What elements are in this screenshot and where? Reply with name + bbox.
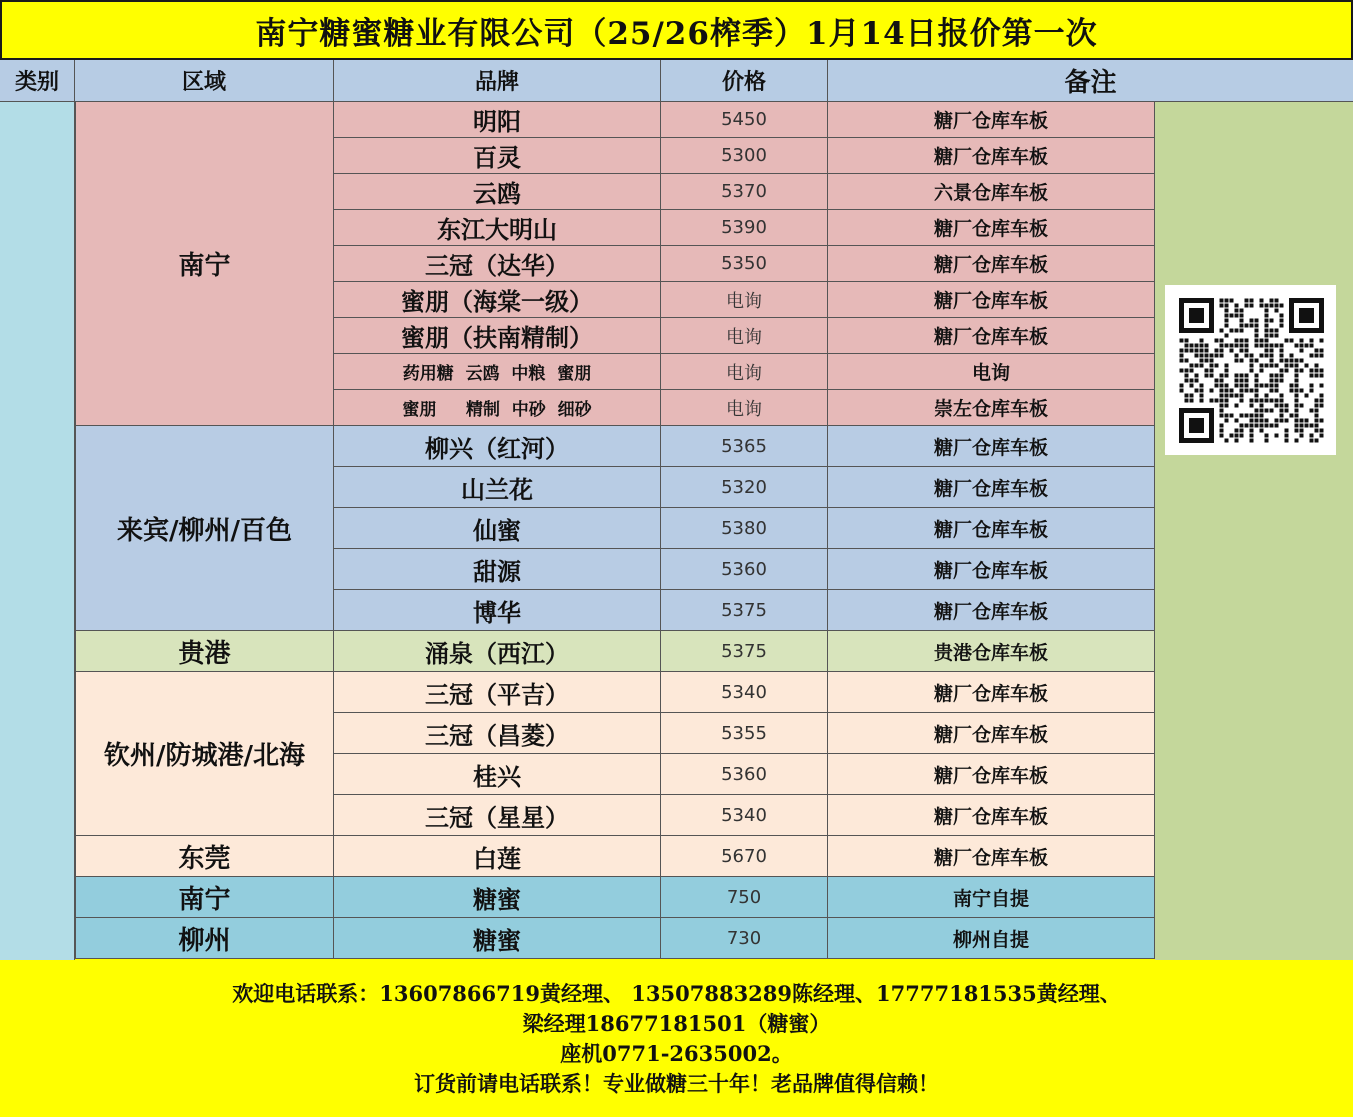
brand-cell: 蜜朋 精制 中砂 细砂	[334, 390, 661, 426]
price-cell: 5365	[661, 426, 828, 467]
note-cell: 糖厂仓库车板	[828, 467, 1155, 508]
region-cell: 柳州	[75, 918, 334, 959]
qr-code-icon	[1165, 285, 1336, 455]
price-cell: 730	[661, 918, 828, 959]
brand-cell: 白莲	[334, 836, 661, 877]
brand-cell: 三冠（昌菱）	[334, 713, 661, 754]
contact-molasses: 梁经理18677181501（糖蜜）	[522, 1010, 831, 1036]
price-cell: 5670	[661, 836, 828, 877]
note-cell: 六景仓库车板	[828, 174, 1155, 210]
price-cell: 5380	[661, 508, 828, 549]
brand-cell: 甜源	[334, 549, 661, 590]
note-cell: 糖厂仓库车板	[828, 549, 1155, 590]
brand-cell: 博华	[334, 590, 661, 631]
brand-cell: 山兰花	[334, 467, 661, 508]
price-cell: 5320	[661, 467, 828, 508]
brand-cell: 蜜朋（扶南精制）	[334, 318, 661, 354]
brand-cell: 东江大明山	[334, 210, 661, 246]
note-cell: 糖厂仓库车板	[828, 138, 1155, 174]
note-cell: 柳州自提	[828, 918, 1155, 959]
header-price: 价格	[661, 60, 828, 102]
contact-phones: 欢迎电话联系：13607866719黄经理、 13507883289陈经理、17777181535黄经理、	[232, 980, 1121, 1006]
brand-cell: 三冠（达华）	[334, 246, 661, 282]
price-cell: 5370	[661, 174, 828, 210]
brand-cell: 桂兴	[334, 754, 661, 795]
region-cell: 南宁	[75, 102, 334, 426]
price-cell: 电询	[661, 282, 828, 318]
price-cell: 5300	[661, 138, 828, 174]
brand-cell: 柳兴（红河）	[334, 426, 661, 467]
note-cell: 糖厂仓库车板	[828, 426, 1155, 467]
brand-cell: 百灵	[334, 138, 661, 174]
price-cell: 电询	[661, 318, 828, 354]
note-cell: 电询	[828, 354, 1155, 390]
note-cell: 糖厂仓库车板	[828, 672, 1155, 713]
price-cell: 5390	[661, 210, 828, 246]
price-cell: 5360	[661, 549, 828, 590]
note-cell: 糖厂仓库车板	[828, 102, 1155, 138]
header-region: 区域	[75, 60, 334, 102]
page-title: 南宁糖蜜糖业有限公司（25/26榨季）1月14日报价第一次	[0, 0, 1353, 60]
region-cell: 钦州/防城港/北海	[75, 672, 334, 836]
region-cell: 东莞	[75, 836, 334, 877]
note-cell: 贵港仓库车板	[828, 631, 1155, 672]
brand-cell: 云鸥	[334, 174, 661, 210]
note-cell: 糖厂仓库车板	[828, 318, 1155, 354]
price-cell: 5350	[661, 246, 828, 282]
price-cell: 5375	[661, 631, 828, 672]
note-cell: 糖厂仓库车板	[828, 246, 1155, 282]
category-column	[0, 102, 75, 960]
note-cell: 糖厂仓库车板	[828, 754, 1155, 795]
brand-cell: 涌泉（西江）	[334, 631, 661, 672]
brand-cell: 明阳	[334, 102, 661, 138]
price-cell: 5360	[661, 754, 828, 795]
price-cell: 5340	[661, 795, 828, 836]
region-cell: 来宾/柳州/百色	[75, 426, 334, 631]
contact-landline: 座机0771-2635002。	[560, 1040, 793, 1066]
contact-footer	[0, 960, 1353, 1117]
note-cell: 糖厂仓库车板	[828, 795, 1155, 836]
brand-cell: 三冠（平吉）	[334, 672, 661, 713]
brand-cell: 糖蜜	[334, 918, 661, 959]
note-cell: 糖厂仓库车板	[828, 210, 1155, 246]
header-brand: 品牌	[334, 60, 661, 102]
price-cell: 5450	[661, 102, 828, 138]
price-cell: 5340	[661, 672, 828, 713]
note-cell: 南宁自提	[828, 877, 1155, 918]
note-cell: 糖厂仓库车板	[828, 836, 1155, 877]
price-cell: 5355	[661, 713, 828, 754]
note-cell: 糖厂仓库车板	[828, 508, 1155, 549]
note-cell: 糖厂仓库车板	[828, 590, 1155, 631]
note-cell: 糖厂仓库车板	[828, 282, 1155, 318]
brand-cell: 糖蜜	[334, 877, 661, 918]
price-cell: 电询	[661, 354, 828, 390]
brand-cell: 蜜朋（海棠一级）	[334, 282, 661, 318]
price-cell: 电询	[661, 390, 828, 426]
note-cell: 糖厂仓库车板	[828, 713, 1155, 754]
region-cell: 南宁	[75, 877, 334, 918]
slogan: 订货前请电话联系！专业做糖三十年！老品牌值得信赖！	[414, 1070, 939, 1096]
price-cell: 5375	[661, 590, 828, 631]
header-note: 备注	[828, 60, 1353, 102]
note-side-panel	[1155, 102, 1353, 960]
brand-cell: 三冠（星星）	[334, 795, 661, 836]
brand-cell: 仙蜜	[334, 508, 661, 549]
region-cell: 贵港	[75, 631, 334, 672]
brand-cell: 药用糖 云鸥 中粮 蜜朋	[334, 354, 661, 390]
note-cell: 崇左仓库车板	[828, 390, 1155, 426]
header-category: 类别	[0, 60, 75, 102]
price-cell: 750	[661, 877, 828, 918]
